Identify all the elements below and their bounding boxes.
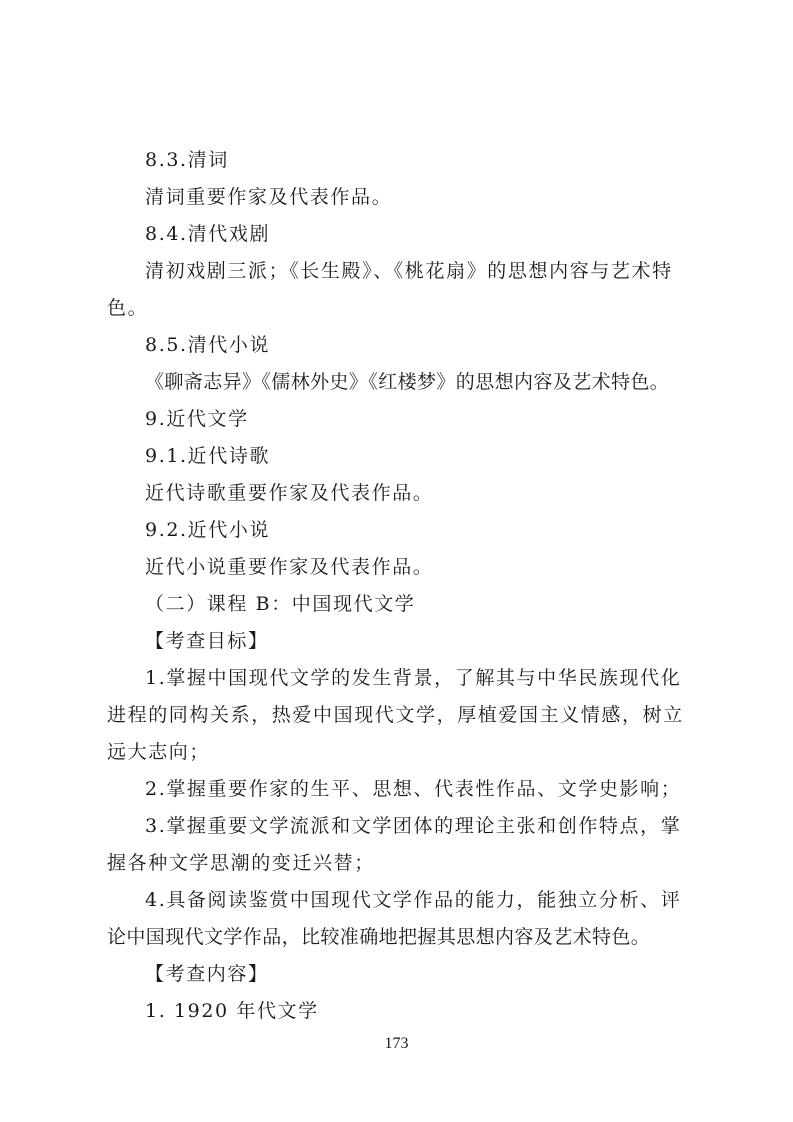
paragraph-line: 《聊斋志异》《儒林外史》《红楼梦》的思想内容及艺术特色。	[145, 371, 670, 393]
exam-objectives-heading: 【考查目标】	[145, 630, 269, 652]
paragraph-line: 握各种文学思潮的变迁兴替；	[107, 852, 375, 874]
paragraph-line: 进程的同构关系，热爱中国现代文学，厚植爱国主义情感，树立	[107, 704, 684, 726]
section-heading-8-5: 8.5.清代小说	[145, 334, 271, 356]
section-heading-8-3: 8.3.清词	[145, 149, 229, 171]
section-heading-9-2: 9.2.近代小说	[145, 519, 271, 541]
paragraph-line: 论中国现代文学作品，比较准确地把握其思想内容及艺术特色。	[107, 926, 651, 948]
paragraph-line: 2.掌握重要作家的生平、思想、代表性作品、文学史影响；	[145, 778, 682, 800]
paragraph-line: 近代诗歌重要作家及代表作品。	[145, 482, 434, 504]
page-number: 173	[384, 1035, 409, 1052]
paragraph-line: 清初戏剧三派；《长生殿》、《桃花扇》的思想内容与艺术特	[145, 260, 673, 282]
paragraph-line: 近代小说重要作家及代表作品。	[145, 556, 434, 578]
paragraph-line: 3.掌握重要文学流派和文学团体的理论主张和创作特点，掌	[145, 815, 682, 837]
section-heading-1920s: 1. 1920 年代文学	[145, 1000, 319, 1022]
section-heading-9-1: 9.1.近代诗歌	[145, 445, 271, 467]
paragraph-line: 4.具备阅读鉴赏中国现代文学作品的能力，能独立分析、评	[145, 889, 682, 911]
paragraph-line: 色。	[107, 297, 149, 319]
paragraph-line: 1.掌握中国现代文学的发生背景，了解其与中华民族现代化	[145, 667, 682, 689]
paragraph-line: 远大志向；	[107, 741, 211, 763]
exam-contents-heading: 【考查内容】	[145, 963, 269, 985]
section-heading-8-4: 8.4.清代戏剧	[145, 223, 271, 245]
paragraph-line: 清词重要作家及代表作品。	[145, 186, 393, 208]
course-b-heading: （二）课程 B：中国现代文学	[145, 593, 416, 615]
section-heading-9: 9.近代文学	[145, 408, 249, 430]
